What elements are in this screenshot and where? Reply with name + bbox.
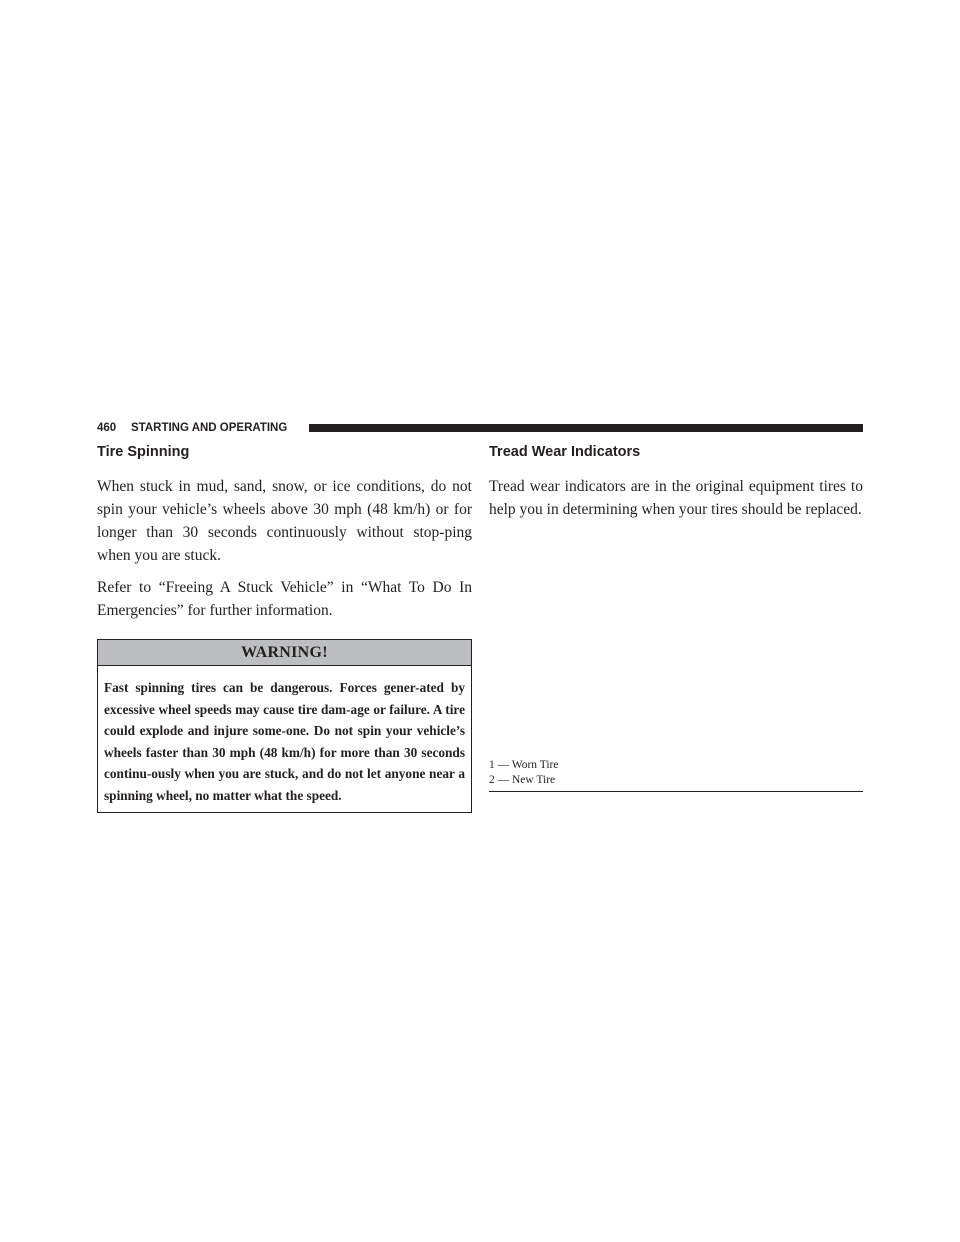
- tire-spinning-paragraph-2: Refer to “Freeing A Stuck Vehicle” in “What To Do In Emergencies” for further information.: [97, 579, 472, 619]
- section-title: STARTING AND OPERATING: [131, 422, 288, 434]
- right-column: [489, 440, 863, 530]
- warning-box: [97, 639, 472, 813]
- tire-spinning-heading: Tire Spinning: [97, 444, 190, 460]
- page-number: 460: [97, 422, 117, 434]
- tread-wear-heading: Tread Wear Indicators: [489, 444, 641, 460]
- legend-rule: [489, 791, 863, 792]
- warning-text: Fast spinning tires can be dangerous. Forces gener-ated by excessive wheel speeds may cause tire dam-age or failure. A tire could explode and injure some-one. Do not spin your vehicle’s wheels faster than 30 mph (48 km/h) for more than 30 seconds continu-ously when you are stuck, and do not let anyone near a spinning wheel, no matter what the speed.: [104, 680, 465, 803]
- warning-title: WARNING!: [98, 640, 471, 666]
- tire-spinning-paragraph-1: When stuck in mud, sand, snow, or ice conditions, do not spin your vehicle’s wheels above 30 mph (48 km/h) or for longer than 30 seconds continuously without stop-ping when you are stuck.: [97, 478, 472, 564]
- header-rule: [309, 424, 863, 432]
- legend-item-new-tire: 2 — New Tire: [489, 774, 556, 786]
- figure-legend: [489, 758, 863, 792]
- legend-item-worn-tire: 1 — Worn Tire: [489, 759, 559, 771]
- page-header: [97, 420, 863, 436]
- tread-wear-paragraph: Tread wear indicators are in the original equipment tires to help you in determining when your tires should be replaced.: [489, 478, 863, 518]
- left-column: [97, 440, 472, 813]
